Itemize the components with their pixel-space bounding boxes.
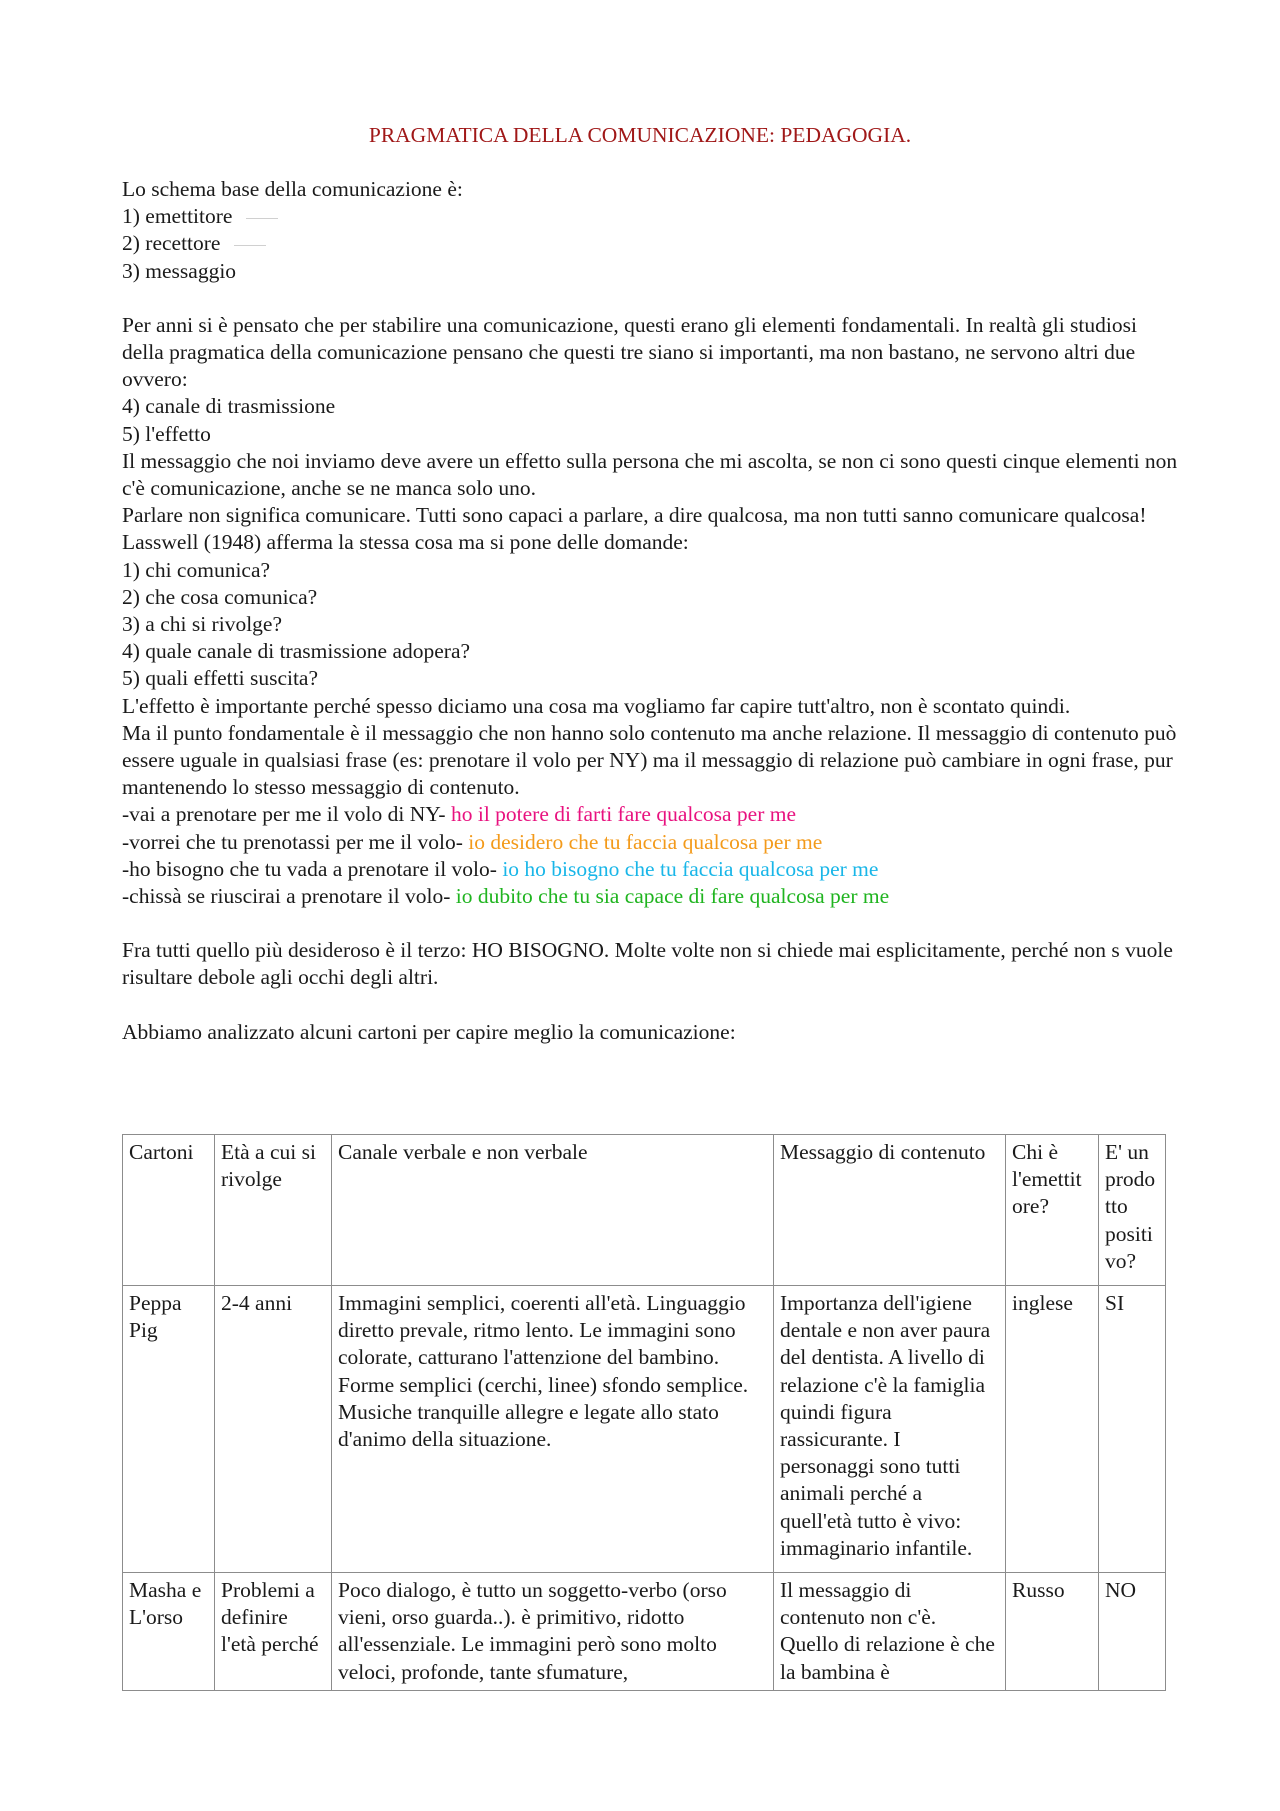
cartoons-table [122,1134,1166,1691]
header-cell: Cartoni [123,1135,215,1286]
question-item: 2) che cosa comunica? [122,584,318,609]
table-cell: NO [1099,1573,1166,1691]
connector-line [234,245,266,246]
paragraph: L'effetto è importante perché spesso diciamo una cosa ma vogliamo far capire tutt'altro, non è scontato quindi. [122,693,1071,718]
paragraph: Per anni si è pensato che per stabilire una comunicazione, questi erano gli elementi fondamentali. In realtà gli studiosi della pragmatica della comunicazione pensano che questi tre siano si importanti, ma non bastano, ne servono altri due ovvero: [122,312,1137,392]
question-item: 1) chi comunica? [122,557,271,582]
example-line [122,856,1182,883]
example-meaning: io dubito che tu sia capace di fare qualcosa per me [455,884,890,909]
list-item: 4) canale di trasmissione [122,394,336,419]
document-title: PRAGMATICA DELLA COMUNICAZIONE: PEDAGOGIA. [368,123,912,147]
table-cell: Russo [1006,1573,1099,1691]
list-item: 5) l'effetto [122,421,211,446]
example-phrase: -vai a prenotare per me il volo di NY- [122,802,451,827]
paragraph: Ma il punto fondamentale è il messaggio che non hanno solo contenuto ma anche relazione. Il messaggio di contenuto può essere uguale in qualsiasi frase (es: prenotare il volo per NY) ma il messaggio di relazione può cambiare in ogni frase, pur mantenendo lo stesso messaggio di contenuto. [122,720,1177,800]
table-cell: Problemi a definire l'età perché [215,1573,332,1691]
header-cell: Messaggio di contenuto [774,1135,1006,1286]
table-row [123,1286,1166,1573]
example-meaning: ho il potere di farti fare qualcosa per me [450,802,797,827]
example-phrase: -chissà se riuscirai a prenotare il volo- [122,884,456,909]
question-item: 4) quale canale di trasmissione adopera? [122,639,471,664]
header-cell: Chi è l'emettitore? [1006,1135,1099,1286]
table-cell: Poco dialogo, è tutto un soggetto-verbo (orso vieni, orso guarda..). è primitivo, ridotto all'essenziale. Le immagini però sono molto veloci, profonde, tante sfumature, [332,1573,774,1691]
example-line [122,829,1182,856]
example-phrase: -ho bisogno che tu vada a prenotare il volo- [122,856,503,881]
table-cell: Immagini semplici, coerenti all'età. Linguaggio diretto prevale, ritmo lento. Le immagini sono colorate, catturano l'attenzione del bambino. Forme semplici (cerchi, linee) sfondo semplice. Musiche tranquille allegre e legate allo stato d'animo della situazione. [332,1286,774,1573]
paragraph: Il messaggio che noi inviamo deve avere un effetto sulla persona che mi ascolta, se non ci sono questi cinque elementi non c'è comunicazione, anche se ne manca solo uno. [122,448,1178,501]
table-cell: Il messaggio di contenuto non c'è. Quello di relazione è che la bambina è [774,1573,1006,1691]
list-item-text: 1) emettitore [122,204,233,229]
table-header-row [123,1135,1166,1286]
paragraph: Abbiamo analizzato alcuni cartoni per capire meglio la comunicazione: [122,1019,736,1044]
table-cell: Importanza dell'igiene dentale e non aver paura del dentista. A livello di relazione c'è la famiglia quindi figura rassicurante. I personaggi sono tutti animali perché a quell'età tutto è vivo: immaginario infantile. [774,1286,1006,1573]
paragraph: Lasswell (1948) afferma la stessa cosa ma si pone delle domande: [122,530,689,555]
example-phrase: -vorrei che tu prenotassi per me il volo- [122,829,469,854]
table-cell: Peppa Pig [123,1286,215,1573]
table-row [123,1573,1166,1691]
list-item-text: 2) recettore [122,231,221,256]
paragraph: Fra tutti quello più desideroso è il terzo: HO BISOGNO. Molte volte non si chiede mai esplicitamente, perché non s vuole risultare debole agli occhi degli altri. [122,938,1173,990]
table-cell: inglese [1006,1286,1099,1573]
header-cell: E' un prodotto positivo? [1099,1135,1166,1286]
example-meaning: io desidero che tu faccia qualcosa per me [468,829,823,854]
spacer [122,285,1182,312]
header-cell: Età a cui si rivolge [215,1135,332,1286]
header-cell: Canale verbale e non verbale [332,1135,774,1286]
question-item: 5) quali effetti suscita? [122,666,319,691]
spacer [122,910,1182,937]
document-body [122,176,1182,1046]
spacer [122,992,1182,1019]
example-meaning: io ho bisogno che tu faccia qualcosa per me [502,856,879,881]
list-item [122,230,1182,257]
connector-line [246,218,278,219]
list-item [122,203,1182,230]
table-cell: SI [1099,1286,1166,1573]
example-line [122,801,1182,828]
list-item: 3) messaggio [122,258,237,283]
table-cell: 2-4 anni [215,1286,332,1573]
table-cell: Masha e L'orso [123,1573,215,1691]
question-item: 3) a chi si rivolge? [122,612,283,637]
example-line [122,883,1182,910]
intro-line: Lo schema base della comunicazione è: [122,177,463,201]
paragraph: Parlare non significa comunicare. Tutti sono capaci a parlare, a dire qualcosa, ma non tutti sanno comunicare qualcosa! [122,503,1147,528]
